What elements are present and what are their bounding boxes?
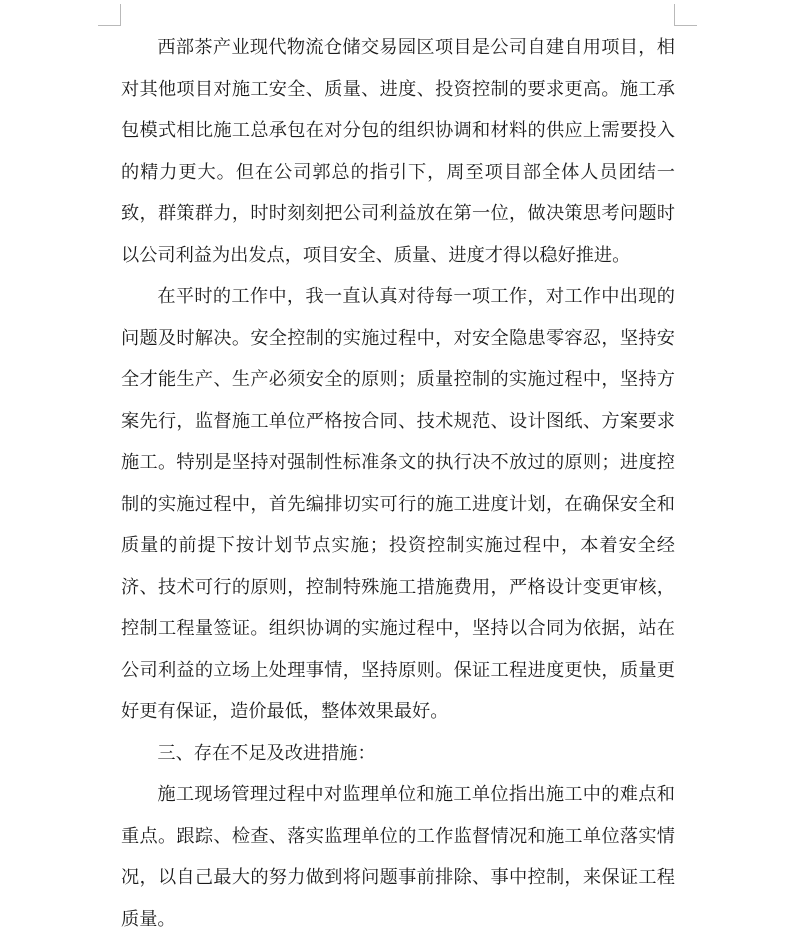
document-body [121,27,675,940]
section-heading: 三、存在不足及改进措施： [157,742,376,764]
paragraph: 在平时的工作中，我一直认真对待每一项工作，对工作中出现的问题及时解决。安全控制的实施过程中，对安全隐患零容忍，坚持安全才能生产、生产必须安全的原则；质量控制的实施过程中，坚持方案先行，监督施工单位严格按合同、技术规范、设计图纸、方案要求施工。特别是坚持对强制性标准条文的执行决不放过的原则；进度控制的实施过程中，首先编排切实可行的施工进度计划，在确保安全和质量的前提下按计划节点实施；投资控制实施过程中，本着安全经济、技术可行的原则，控制特殊施工措施费用，严格设计变更审核，控制工程量签证。组织协调的实施过程中，坚持以合同为依据，站在公司利益的立场上处理事情，坚持原则。保证工程进度更快，质量更好更有保证，造价最低，整体效果最好。 [121,286,675,722]
corner-mark-top-right [674,4,675,26]
paragraph: 施工现场管理过程中对监理单位和施工单位指出施工中的难点和重点。跟踪、检查、落实监理单位的工作监督情况和施工单位落实情况，以自己最大的努力做到将问题事前排除、事中控制，来保证工程质量。 [121,784,675,930]
corner-mark-top-left [98,25,120,26]
corner-mark-top-right [675,25,697,26]
paragraph: 西部茶产业现代物流仓储交易园区项目是公司自建自用项目，相对其他项目对施工安全、质量、进度、投资控制的要求更高。施工承包模式相比施工总承包在对分包的组织协调和材料的供应上需要投入的精力更大。但在公司郭总的指引下，周至项目部全体人员团结一致，群策群力，时时刻刻把公司利益放在第一位，做决策思考问题时以公司利益为出发点，项目安全、质量、进度才得以稳好推进。 [121,37,675,266]
corner-mark-top-left [120,4,121,26]
